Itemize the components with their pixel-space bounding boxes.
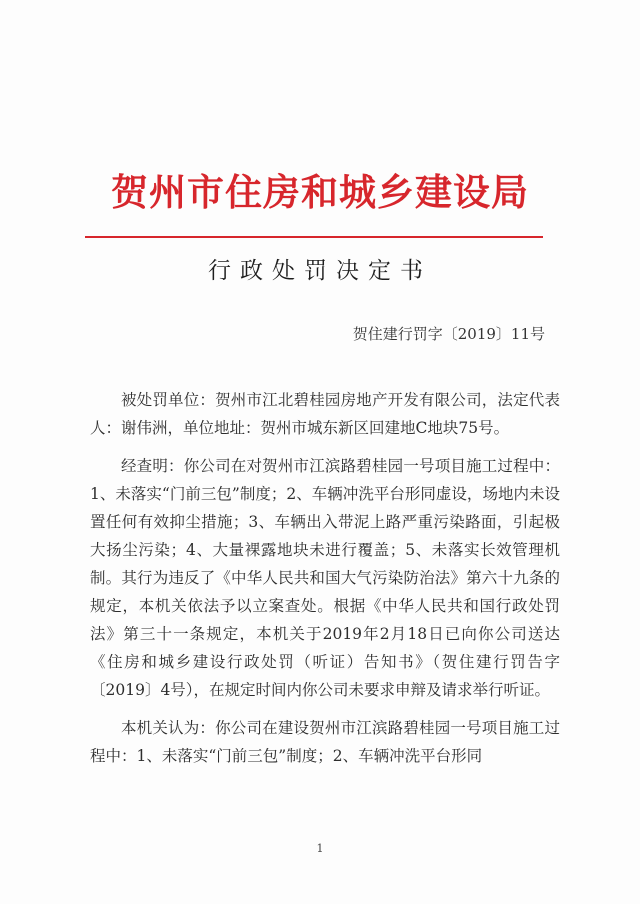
document-body <box>90 386 560 780</box>
page-number: 1 <box>316 842 324 855</box>
paragraph-determination: 本机关认为：你公司在建设贺州市江滨路碧桂园一号项目施工过程中：1、未落实“门前三包”制度；2、车辆冲洗平台形同 <box>90 719 560 765</box>
document-title: 行政处罚决定书 <box>208 258 432 284</box>
issuing-authority-title: 贺州市住房和城乡建设局 <box>111 170 529 214</box>
paragraph-findings: 经查明：你公司在对贺州市江滨路碧桂园一号项目施工过程中：1、未落实“门前三包”制度；2、车辆冲洗平台形同虚设，场地内未设置任何有效抑尘措施；3、车辆出入带泥上路严重污染路面，引起极大扬尘污染；4、大量裸露地块未进行覆盖；5、未落实长效管理机制。其行为违反了《中华人民共和国大气污染防治法》第六十九条的规定，本机关依法予以立案查处。根据《中华人民共和国行政处罚法》第三十一条规定，本机关于2019年2月18日已向你公司送达《住房和城乡建设行政处罚（听证）告知书》（贺住建行罚告字〔2019〕4号），在规定时间内你公司未要求申辩及请求举行听证。 <box>90 457 560 699</box>
red-separator-line <box>85 236 543 238</box>
document-number: 贺住建行罚字〔2019〕11号 <box>352 325 545 343</box>
paragraph-penalized-party: 被处罚单位：贺州市江北碧桂园房地产开发有限公司，法定代表人：谢伟洲，单位地址：贺州市城东新区回建地C地块75号。 <box>90 391 560 437</box>
